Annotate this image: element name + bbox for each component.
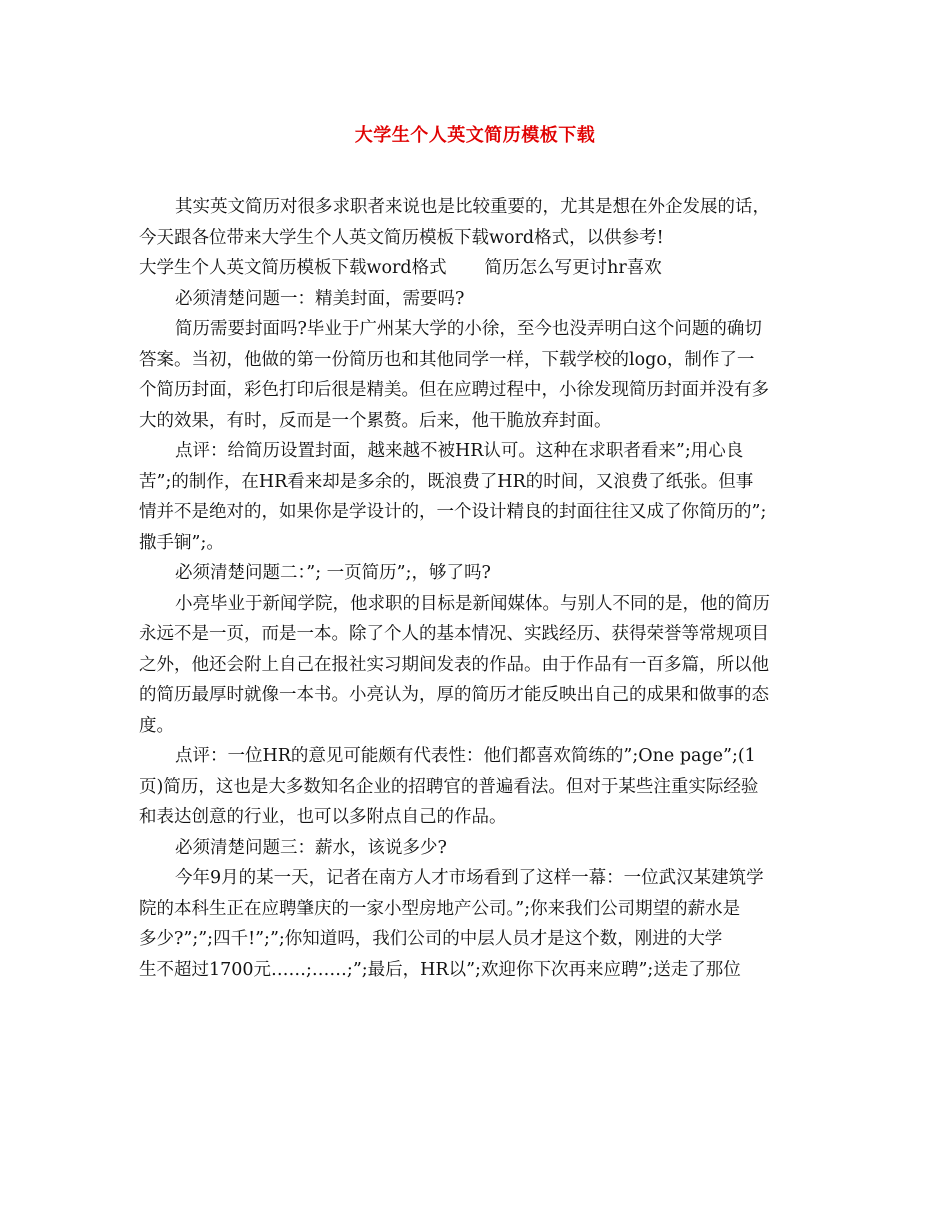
text-line: 苦”;的制作，在HR看来却是多余的，既浪费了HR的时间，又浪费了纸张。但事: [139, 471, 754, 492]
text-line: 和表达创意的行业，也可以多附点自己的作品。: [139, 807, 507, 827]
text-line: 之外，他还会附上自己在报社实习期间发表的作品。由于作品有一百多篇，所以他: [139, 654, 769, 675]
link-text-resume-tips: 简历怎么写更讨hr喜欢: [484, 258, 662, 278]
text-line: 多少?”;”;四千!”;”;你知道吗，我们公司的中层人员才是这个数，刚进的大学: [139, 929, 723, 949]
document-title: 大学生个人英文简历模板下载: [354, 125, 596, 146]
text-line: 其实英文简历对很多求职者来说也是比较重要的，尤其是想在外企发展的话，: [175, 197, 770, 217]
text-line: 简历需要封面吗?毕业于广州某大学的小徐，至今也没弄明白这个问题的确切: [175, 319, 762, 339]
link-text-resume-template: 大学生个人英文简历模板下载word格式: [139, 258, 447, 278]
text-line: 大的效果，有时，反而是一个累赘。后来，他干脆放弃封面。: [139, 410, 612, 431]
text-line: 必须清楚问题二：”; 一页简历”;，够了吗?: [175, 563, 491, 583]
text-line: 院的本科生正在应聘肇庆的一家小型房地产公司。”;你来我们公司期望的薪水是: [139, 898, 741, 919]
text-line: 今天跟各位带来大学生个人英文简历模板下载word格式，以供参考!: [139, 227, 664, 248]
text-line: 的简历最厚时就像一本书。小亮认为，厚的简历才能反映出自己的成果和做事的态: [139, 685, 769, 705]
text-line: 度。: [139, 715, 174, 736]
text-line: 撒手锏”;。: [139, 532, 224, 553]
text-line: 点评：一位HR的意见可能颇有代表性：他们都喜欢简练的”;One page”;(1: [175, 746, 756, 766]
text-line: 永远不是一页，而是一本。除了个人的基本情况、实践经历、获得荣誉等常规项目: [139, 624, 769, 644]
text-line: [139, 253, 819, 284]
text-line: 必须清楚问题一：精美封面，需要吗?: [175, 288, 465, 309]
text-line: 必须清楚问题三：薪水，该说多少?: [175, 837, 447, 858]
text-line: 小亮毕业于新闻学院，他求职的目标是新闻媒体。与别人不同的是，他的简历: [175, 593, 770, 614]
text-line: 个简历封面，彩色打印后很是精美。但在应聘过程中，小徐发现简历封面并没有多: [139, 380, 769, 400]
text-line: 情并不是绝对的，如果你是学设计的，一个设计精良的封面往往又成了你简历的”;: [139, 502, 767, 522]
text-line: 今年9月的某一天，记者在南方人才市场看到了这样一幕：一位武汉某建筑学: [175, 868, 764, 888]
text-line: 生不超过1700元……;……;”;最后，HR以”;欢迎你下次再来应聘”;送走了那位: [139, 959, 741, 980]
document-body: [139, 192, 819, 985]
text-line: 点评：给简历设置封面，越来越不被HR认可。这种在求职者看来”;用心良: [175, 441, 744, 461]
text-line: 页)简历，这也是大多数知名企业的招聘官的普遍看法。但对于某些注重实际经验: [139, 776, 759, 797]
text-line: 答案。当初，他做的第一份简历也和其他同学一样，下载学校的logo，制作了一: [139, 349, 755, 370]
